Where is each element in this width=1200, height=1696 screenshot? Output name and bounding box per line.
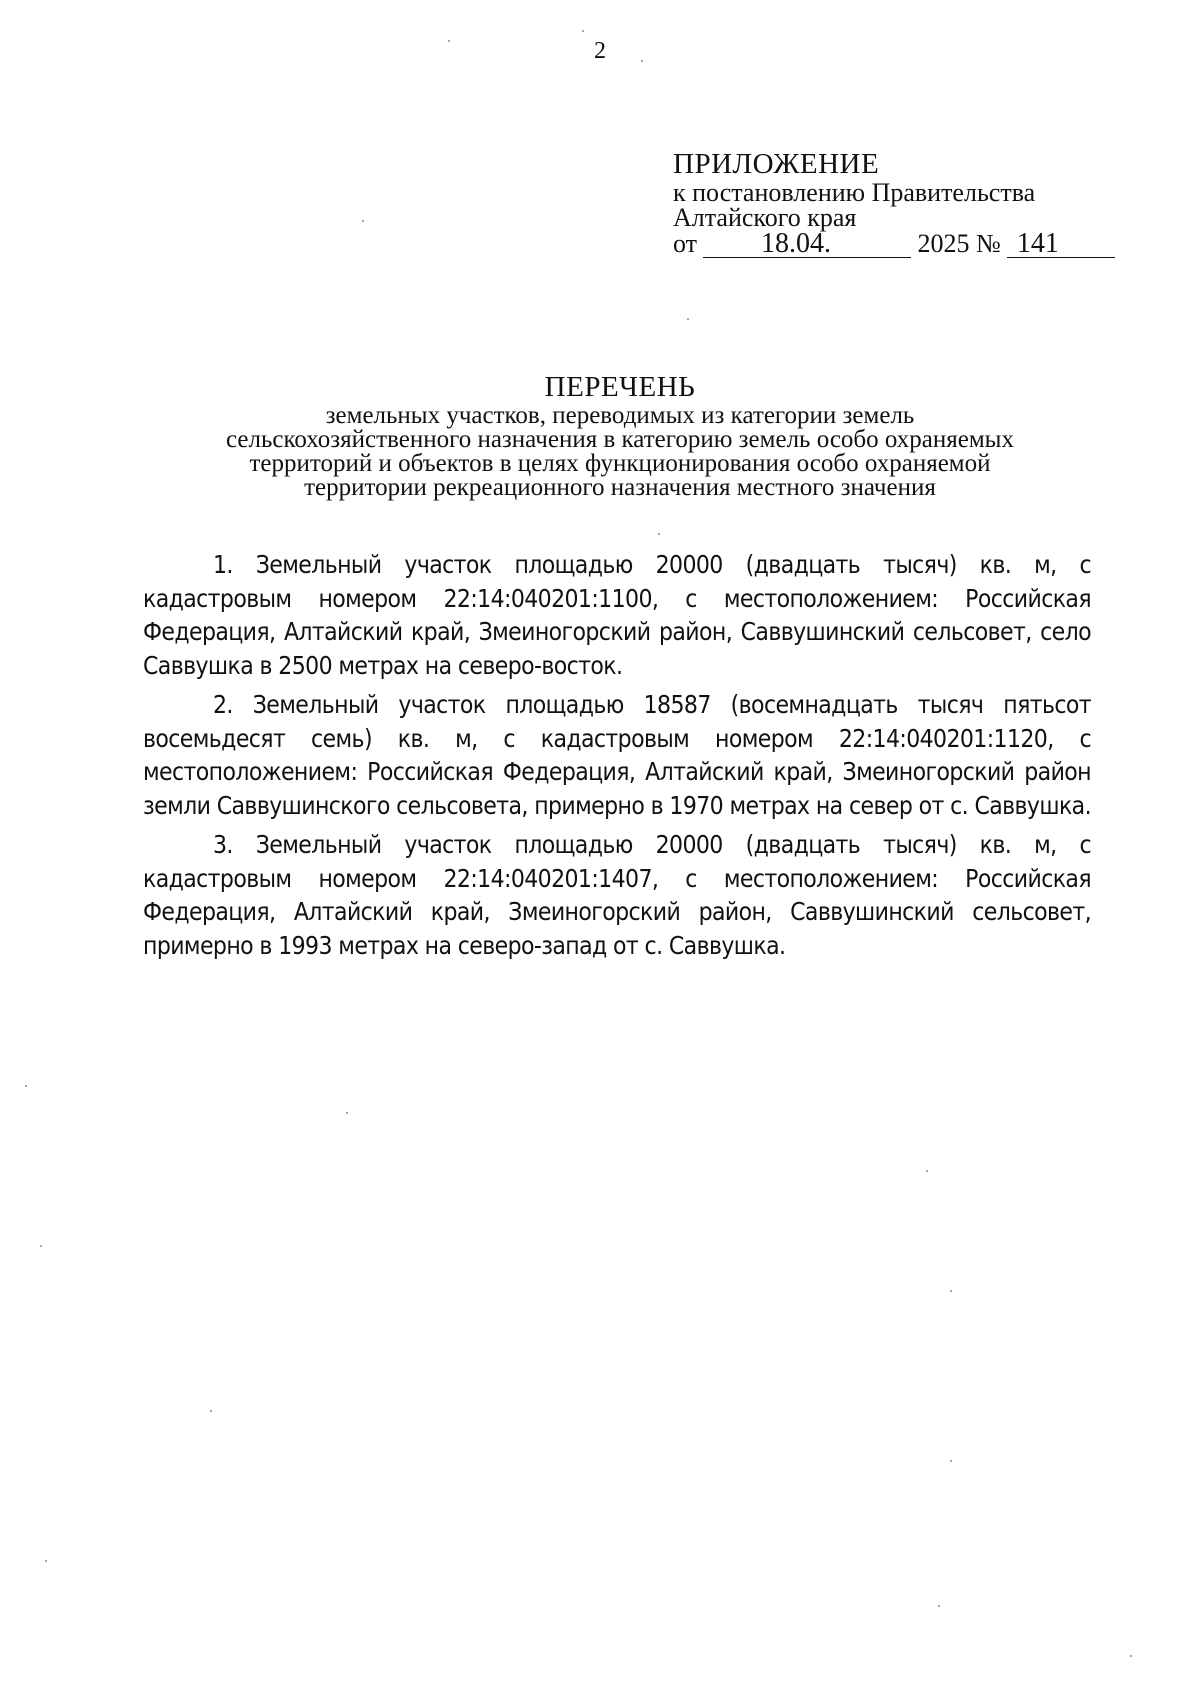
scan-speck [658,533,660,535]
document-subtitle-line: земельных участков, переводимых из категории земель [325,402,915,429]
appendix-line-region: Алтайского края [673,203,857,232]
appendix-title: ПРИЛОЖЕНИЕ [673,148,880,180]
scan-speck [210,1410,212,1412]
date-year: 2025 [917,229,970,258]
scan-speck [45,1560,47,1562]
appendix-block [673,148,1133,258]
scan-speck [40,1245,42,1247]
scan-speck [25,1085,27,1087]
date-field [703,228,911,259]
appendix-date-line [673,230,1133,258]
date-prefix: от [673,229,698,258]
date-value: 18.04. [761,228,832,259]
appendix-line-resolution: к постановлению Правительства [673,178,1036,207]
list-item: 1. Земельный участок площадью 20000 (двадцать тысяч) кв. м, с кадастровым номером 22:14:040201:1100, с местоположением: Российская Федерация, Алтайский край, Змеиногорский район, Саввушинский сельсовет, село Саввушка в 2500 метрах на северо-восток. [143,550,1091,680]
document-title: ПЕРЕЧЕНЬ [544,371,696,403]
scan-speck [582,30,584,32]
scan-speck [950,1460,952,1462]
scan-speck [362,220,364,222]
land-plots-list [143,548,1091,962]
document-subtitle-line: территорий и объектов в целях функционирования особо охраняемой [249,450,991,477]
scan-speck [448,40,450,42]
number-sign: № [976,229,1001,258]
scan-speck [346,1112,348,1114]
list-item: 2. Земельный участок площадью 18587 (восемнадцать тысяч пятьсот восемьдесят семь) кв. м, с кадастровым номером 22:14:040201:1120, с местоположением: Российская Федерация, Алтайский край, Змеиногорский район земли Саввушинского сельсовета, примерно в 1970 метрах на север от с. Саввушка. [143,690,1091,820]
number-value: 141 [1016,228,1059,259]
document-subtitle-line: сельскохозяйственного назначения в категорию земель особо охраняемых [226,426,1014,453]
number-field [1007,228,1115,259]
page-number: 2 [594,38,606,64]
document-heading [140,370,1100,500]
scan-speck [641,60,643,62]
scan-speck [1130,1655,1132,1657]
scan-speck [950,1290,952,1292]
list-item: 3. Земельный участок площадью 20000 (двадцать тысяч) кв. м, с кадастровым номером 22:14:040201:1407, с местоположением: Российская Федерация, Алтайский край, Змеиногорский район, Саввушинский сельсовет, примерно в 1993 метрах на северо-запад от с. Саввушка. [143,830,1091,960]
scan-speck [938,1605,940,1607]
document-subtitle-line: территории рекреационного назначения местного значения [304,474,936,501]
scan-speck [926,1170,928,1172]
scan-speck [687,318,689,320]
